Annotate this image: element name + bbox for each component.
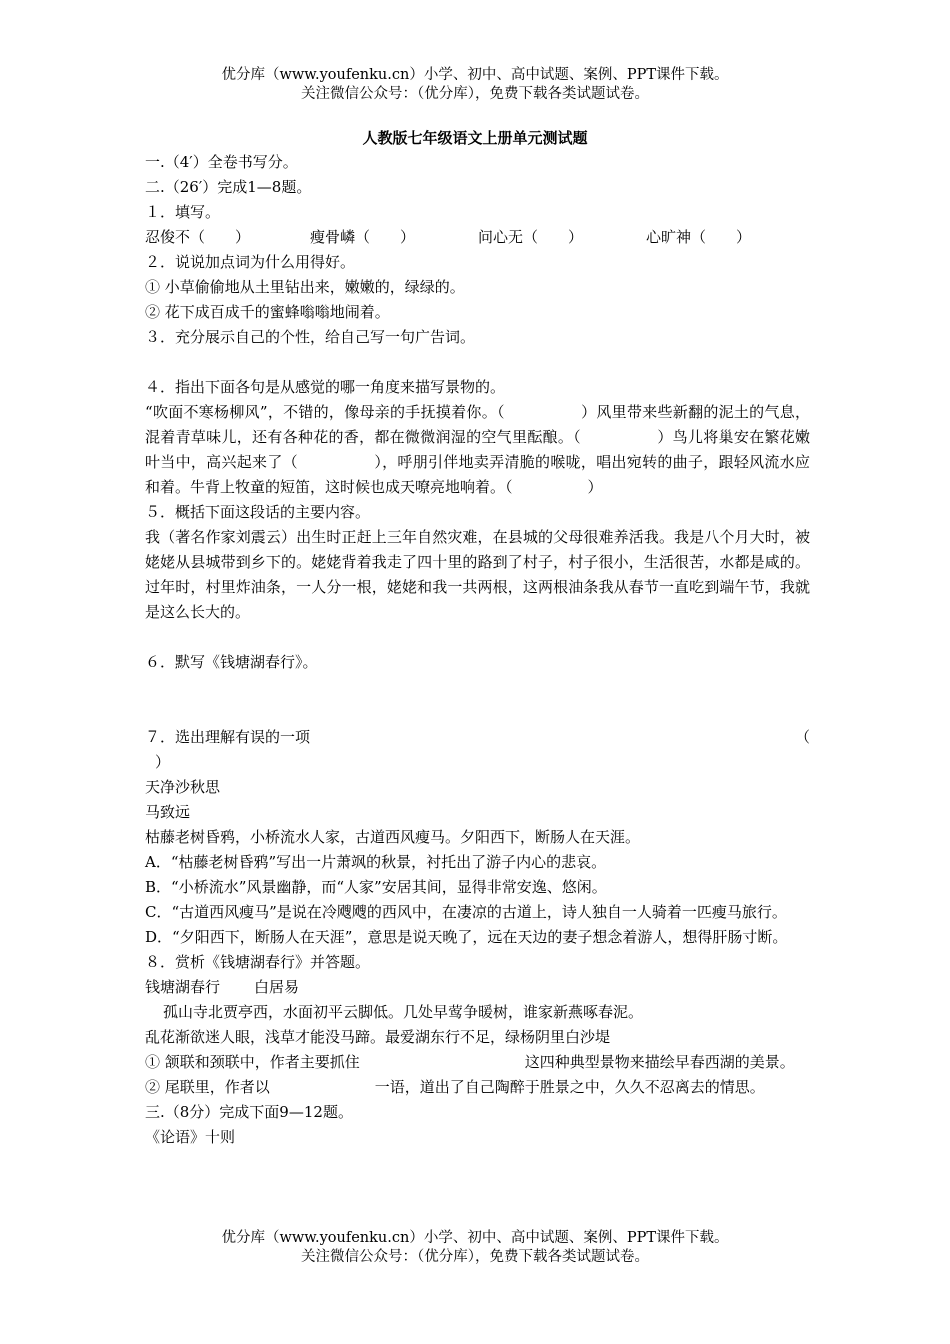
answer-space: [145, 675, 810, 725]
lunyu-title: 《论语》十则: [145, 1128, 236, 1146]
question-2: ２．说说加点词为什么用得好。: [145, 253, 356, 271]
question-7-paren-close: ）: [155, 753, 171, 771]
idiom-blank-3: 问心无（ ）: [478, 228, 584, 246]
question-4-passage: “吹面不寒杨柳风”，不错的，像母亲的手抚摸着你。（ ）风里带来些新翻的泥土的气息，混着青草味儿，还有各种花的香，都在微微润湿的空气里酝酿。（ ）鸟儿将巢安在繁花嫩叶当中，高兴起来了（ ），呼朋引伴地卖弄清脆的喉咙，唱出宛转的曲子，跟轻风流水应和着。牛背上牧童的短笛，这时候也成天嘹亮地响着。（ ）: [145, 403, 810, 496]
question-6: ６．默写《钱塘湖春行》。: [145, 653, 318, 671]
header-line-1: 优分库（www.youfenku.cn）小学、初中、高中试题、案例、PPT课件下载。: [221, 67, 729, 83]
question-3: ３．充分展示自己的个性，给自己写一句广告词。: [145, 328, 476, 346]
question-7-paren-open: （: [794, 728, 810, 746]
document-title: 人教版七年级语文上册单元测试题: [362, 129, 588, 147]
question-4: ４．指出下面各句是从感觉的哪一角度来描写景物的。: [145, 378, 506, 396]
option-b: B．“小桥流水”风景幽静，而“人家”安居其间，显得非常安逸、悠闲。: [145, 878, 607, 896]
section-1: 一.（4′）全卷书写分。: [145, 153, 298, 171]
option-c: C．“古道西风瘦马”是说在冷飕飕的西风中，在凄凉的古道上，诗人独自一人骑着一匹瘦马旅行。: [145, 903, 787, 921]
question-7: [145, 725, 810, 750]
header-line-2: 关注微信公众号：（优分库），免费下载各类试题试卷。: [301, 86, 649, 102]
option-a: A．“枯藤老树昏鸦”写出一片萧飒的秋景，衬托出了游子内心的悲哀。: [145, 853, 607, 871]
question-2-sentence-2: ② 花下成百成千的蜜蜂嗡嗡地闹着。: [145, 303, 390, 321]
question-2-sentence-1: ① 小草偷偷地从土里钻出来，嫩嫩的，绿绿的。: [145, 278, 465, 296]
question-5-passage: 我（著名作家刘震云）出生时正赶上三年自然灾难，在县城的父母很难养活我。我是八个月大时，被姥姥从县城带到乡下的。姥姥背着我走了四十里的路到了村子，村子很小，生活很苦，水都是咸的。过年时，村里炸油条，一人分一根，姥姥和我一共两根，这两根油条我从春节一直吃到端午节，我就是这么长大的。: [145, 528, 810, 621]
question-7-text: ７．选出理解有误的一项: [145, 728, 311, 746]
question-1: １．填写。: [145, 203, 221, 221]
idiom-blank-4: 心旷神（ ）: [646, 228, 752, 246]
poem-1-author: 马致远: [145, 803, 191, 821]
page-footer: [0, 1229, 950, 1267]
footer-line-1: 优分库（www.youfenku.cn）小学、初中、高中试题、案例、PPT课件下载。: [221, 1230, 729, 1246]
idiom-blank-2: 瘦骨嶙（ ）: [310, 228, 416, 246]
poem-2-line-1: 孤山寺北贾亭西，水面初平云脚低。几处早莺争暖树，谁家新燕啄春泥。: [163, 1003, 644, 1021]
poem-1-text: 枯藤老树昏鸦，小桥流水人家，古道西风瘦马。夕阳西下，断肠人在天涯。: [145, 828, 641, 846]
poem-2-title: 钱塘湖春行: [145, 978, 221, 996]
poem-2-author: 白居易: [254, 978, 300, 996]
question-8-part-2: ② 尾联里，作者以 一语，道出了自己陶醉于胜景之中，久久不忍离去的情思。: [145, 1078, 765, 1096]
question-8: ８．赏析《钱塘湖春行》并答题。: [145, 953, 371, 971]
answer-space: [145, 625, 810, 650]
question-1-items: [145, 225, 810, 250]
question-5: ５．概括下面这段话的主要内容。: [145, 503, 371, 521]
answer-space: [145, 350, 810, 375]
section-2: 二.（26′）完成1—8题。: [145, 178, 312, 196]
idiom-blank-1: 忍俊不（ ）: [145, 228, 251, 246]
poem-1-title: 天净沙秋思: [145, 778, 221, 796]
question-8-part-1: ① 颔联和颈联中，作者主要抓住 这四种典型景物来描绘早春西湖的美景。: [145, 1053, 795, 1071]
poem-2-line-2: 乱花渐欲迷人眼，浅草才能没马蹄。最爱湖东行不足，绿杨阴里白沙堤: [145, 1028, 611, 1046]
page-header: [0, 66, 950, 104]
poem-2-heading: [145, 975, 810, 1000]
section-3: 三.（8分）完成下面9—12题。: [145, 1103, 353, 1121]
document-body: [145, 150, 810, 1150]
option-d: D．“夕阳西下，断肠人在天涯”，意思是说天晚了，远在天边的妻子想念着游人，想得肝肠寸断。: [145, 928, 788, 946]
footer-line-2: 关注微信公众号：（优分库），免费下载各类试题试卷。: [301, 1249, 649, 1265]
